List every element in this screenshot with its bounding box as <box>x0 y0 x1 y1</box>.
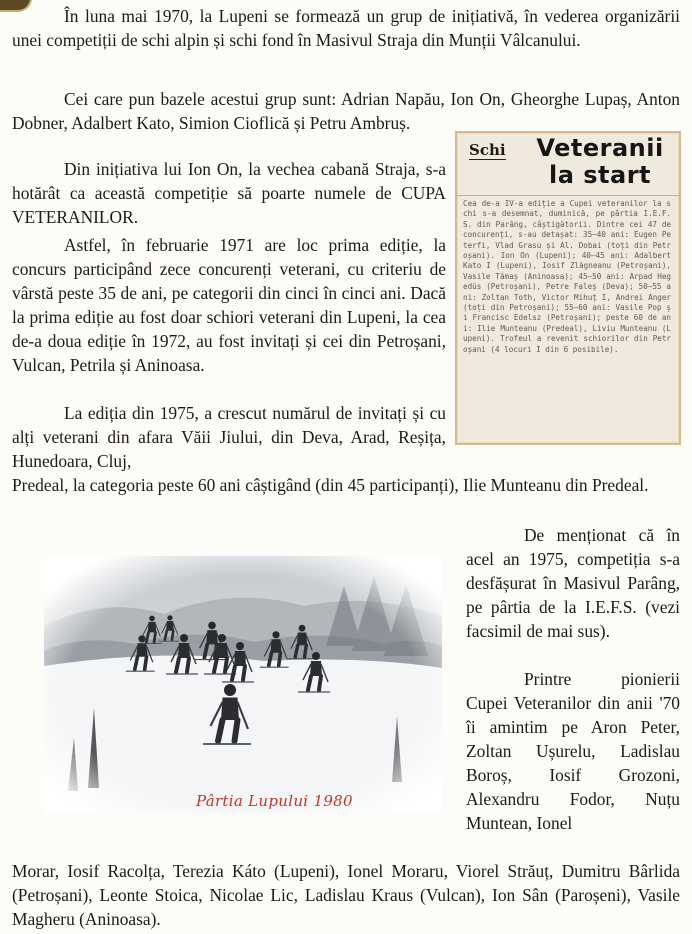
paragraph-grup-initiativa: În luna mai 1970, la Lupeni se formează un grup de inițiativă, în vederea organizării unei competiții de schi alpin și schi fond în Masivul Straja din Munții Vâlcanului. <box>12 6 680 50</box>
newspaper-clipping <box>455 131 681 445</box>
paragraph-cupa-veteranilor: Din inițiativa lui Ion On, la vechea cabană Straja, s-a hotărât ca această competiție să poarte numele de CUPA VETERANILOR. <box>12 159 446 227</box>
clipping-kicker: Schi <box>469 141 506 159</box>
clipping-header <box>457 133 679 196</box>
paragraph-editia-1975: La ediția din 1975, a crescut numărul de invitați și cu alți veterani din afara Văii Jiului, din Deva, Arad, Reșița, Hunedoara, Cluj, <box>12 403 446 471</box>
ski-slope-photo <box>44 556 442 813</box>
paragraph-editia-1975-continuare: Predeal, la categoria peste 60 ani câștigând (din 45 participanți), Ilie Munteanu din Predeal. <box>12 475 649 495</box>
photo-caption: Pârtia Lupului 1980 <box>196 792 353 810</box>
ski-slope-photo-image <box>44 556 442 813</box>
clipping-body: Cea de-a IV-a ediție a Cupei veteranilor la schi s-a desemnat, duminică, pe pârtia I.E.F.S. din Parâng, câștigătorii. Dintre cei 47 de concurenți, s-au detașat: 35—40 ani: Eugen Peterfi, Vlad Grasu și Al. Dobai (toți din Petroșani). Ion On (Lupeni); 40—45 ani: Adalbert Kato I (Lupeni), Iosif Zlăgneanu (Petroșani), Vasile Tămaș (Aninoasa); 45—50 ani: Arpad Hegedüs (Petroșani), Petre Faleș (Deva); 50—55 ani: Zoltan Toth, Victor Mihuț I, Andrei Anger (toți din Petroșani); 55—60 ani: Vasile Pop și Francisc Edelsz (Petroșani); peste 60 de ani: Ilie Munteanu (Predeal), Liviu Munteanu (Lupeni). Trofeul a revenit schiorilor din Petroșani (4 locuri I din 6 posibile). <box>463 199 671 354</box>
paragraph-pionieri-continuare: Morar, Iosif Racolța, Terezia Káto (Lupeni), Ionel Moraru, Viorel Străuț, Dumitru Bârlida (Petroșani), Leonte Stoica, Nicolae Lic, Ladislau Kraus (Vulcan), Ion Sân (Paroșeni), Vasile Magheru (Aninoasa). <box>12 861 680 929</box>
paragraph-prima-editie: Astfel, în februarie 1971 are loc prima ediție, la concurs participând zece concurenți veterani, cu criteriu de vârstă peste 35 de ani, pe categorii din cinci în cinci ani. Dacă la prima ediție au fost doar schiori veterani din Lupeni, la cea de-a doua ediție în 1972, au fost invitați și cei din Petroșani, Vulcan, Petrila și Aninoasa. <box>12 235 446 375</box>
paragraph-fondatori: Cei care pun bazele acestui grup sunt: Adrian Napău, Ion On, Gheorghe Lupaș, Anton Dobner, Adalbert Kato, Simion Cioflică și Petru Ambruș. <box>12 89 680 133</box>
paragraph-masivul-parang: De menționat că în acel an 1975, competiția s-a desfășurat în Masivul Parâng, pe pârtia de la I.E.F.S. (vezi facsimil de mai sus). <box>466 525 680 641</box>
paragraph-pionieri: Printre pionierii Cupei Veteranilor din anii '70 îi amintim pe Aron Peter, Zoltan Ușurelu, Ladislau Boroș, Iosif Grozoni, Alexandru Fodor, Nuțu Muntean, Ionel <box>466 669 680 833</box>
clipping-title: Veteranii la start <box>536 134 664 189</box>
